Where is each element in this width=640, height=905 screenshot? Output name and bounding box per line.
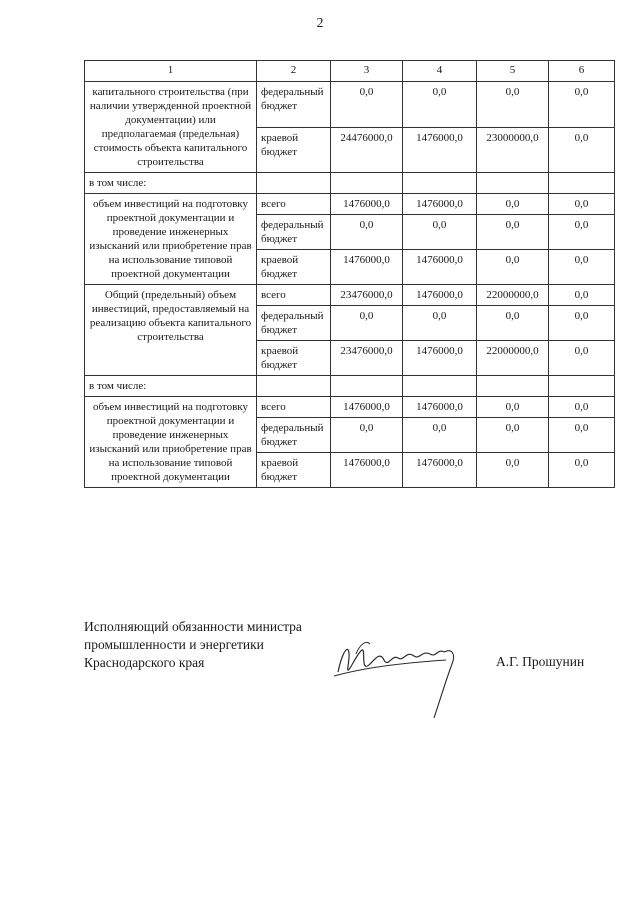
empty-cell (477, 173, 549, 194)
column-header: 4 (403, 61, 477, 82)
table-row (85, 376, 615, 397)
table-row (85, 397, 615, 418)
row-description: капитального строительства (при наличии утвержденной проектной документации) или предполагаемая (предельная) стоимость объекта капитального строительства (85, 82, 257, 173)
table-row (85, 194, 615, 215)
amount-cell: 22000000,0 (477, 341, 549, 376)
amount-cell: 0,0 (549, 418, 615, 453)
empty-cell (331, 173, 403, 194)
amount-cell: 0,0 (477, 397, 549, 418)
empty-cell (331, 376, 403, 397)
funding-source: федеральный бюджет (257, 82, 331, 128)
funding-source: всего (257, 194, 331, 215)
amount-cell: 23476000,0 (331, 341, 403, 376)
amount-cell: 0,0 (549, 397, 615, 418)
amount-cell: 23000000,0 (477, 127, 549, 173)
funding-source: краевой бюджет (257, 453, 331, 488)
table-row (85, 82, 615, 128)
empty-cell (403, 376, 477, 397)
funding-source: всего (257, 397, 331, 418)
amount-cell: 1476000,0 (331, 250, 403, 285)
column-header: 6 (549, 61, 615, 82)
funding-source: краевой бюджет (257, 127, 331, 173)
amount-cell: 1476000,0 (403, 397, 477, 418)
investment-table (84, 60, 615, 488)
amount-cell: 0,0 (403, 418, 477, 453)
funding-source: краевой бюджет (257, 341, 331, 376)
amount-cell: 0,0 (549, 215, 615, 250)
column-header: 2 (257, 61, 331, 82)
row-description: Общий (предельный) объем инвестиций, предоставляемый на реализацию объекта капитального строительства (85, 285, 257, 376)
amount-cell: 0,0 (331, 215, 403, 250)
empty-cell (549, 376, 615, 397)
amount-cell: 1476000,0 (403, 250, 477, 285)
amount-cell: 1476000,0 (403, 194, 477, 215)
amount-cell: 0,0 (477, 82, 549, 128)
empty-cell (257, 173, 331, 194)
amount-cell: 1476000,0 (403, 285, 477, 306)
row-description: объем инвестиций на подготовку проектной документации и проведение инженерных изысканий или приобретение прав на использование типовой проектной документации (85, 194, 257, 285)
amount-cell: 1476000,0 (331, 194, 403, 215)
amount-cell: 0,0 (549, 127, 615, 173)
amount-cell: 0,0 (403, 306, 477, 341)
signer-position-line: промышленности и энергетики (84, 637, 264, 652)
amount-cell: 0,0 (331, 306, 403, 341)
amount-cell: 24476000,0 (331, 127, 403, 173)
amount-cell: 23476000,0 (331, 285, 403, 306)
signer-position-line: Краснодарского края (84, 655, 205, 670)
amount-cell: 0,0 (549, 250, 615, 285)
table-header-row (85, 61, 615, 82)
empty-cell (477, 376, 549, 397)
signer-name: А.Г. Прошунин (496, 654, 585, 669)
funding-source: всего (257, 285, 331, 306)
amount-cell: 0,0 (477, 306, 549, 341)
empty-cell (549, 173, 615, 194)
amount-cell: 0,0 (331, 418, 403, 453)
page-number: 2 (316, 16, 324, 31)
empty-cell (257, 376, 331, 397)
amount-cell: 0,0 (403, 82, 477, 128)
table-row (85, 173, 615, 194)
row-description: объем инвестиций на подготовку проектной документации и проведение инженерных изысканий или приобретение прав на использование типовой проектной документации (85, 397, 257, 488)
amount-cell: 0,0 (549, 306, 615, 341)
amount-cell: 1476000,0 (403, 341, 477, 376)
funding-source: краевой бюджет (257, 250, 331, 285)
amount-cell: 0,0 (549, 285, 615, 306)
amount-cell: 1476000,0 (331, 453, 403, 488)
amount-cell: 0,0 (549, 194, 615, 215)
amount-cell: 0,0 (477, 250, 549, 285)
column-header: 5 (477, 61, 549, 82)
amount-cell: 0,0 (331, 82, 403, 128)
amount-cell: 0,0 (477, 215, 549, 250)
amount-cell: 0,0 (477, 194, 549, 215)
column-header: 1 (85, 61, 257, 82)
amount-cell: 0,0 (403, 215, 477, 250)
amount-cell: 0,0 (549, 341, 615, 376)
amount-cell: 1476000,0 (403, 127, 477, 173)
signer-position-line: Исполняющий обязанности министра (84, 619, 302, 634)
signature-icon (326, 614, 476, 724)
amount-cell: 0,0 (477, 453, 549, 488)
amount-cell: 1476000,0 (331, 397, 403, 418)
column-header: 3 (331, 61, 403, 82)
signer-position (84, 618, 302, 672)
funding-source: федеральный бюджет (257, 418, 331, 453)
empty-cell (403, 173, 477, 194)
amount-cell: 1476000,0 (403, 453, 477, 488)
amount-cell: 0,0 (549, 82, 615, 128)
amount-cell: 22000000,0 (477, 285, 549, 306)
funding-source: федеральный бюджет (257, 215, 331, 250)
section-label: в том числе: (85, 173, 257, 194)
amount-cell: 0,0 (549, 453, 615, 488)
amount-cell: 0,0 (477, 418, 549, 453)
section-label: в том числе: (85, 376, 257, 397)
funding-source: федеральный бюджет (257, 306, 331, 341)
table-row (85, 285, 615, 306)
